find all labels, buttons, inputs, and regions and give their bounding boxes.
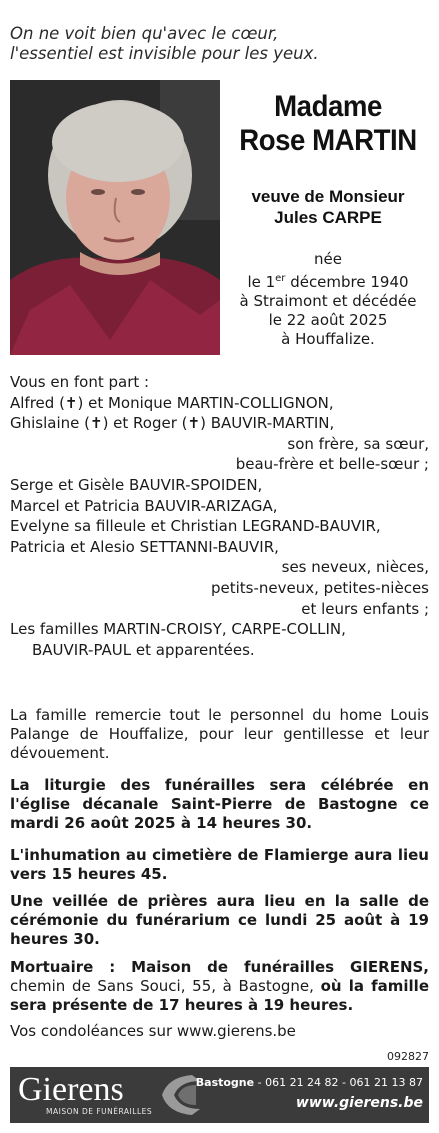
announcement-intro: Vous en font part : (10, 373, 150, 391)
family-announcement (10, 372, 429, 660)
families-line: BAUVIR-PAUL et apparentées. (32, 640, 255, 659)
funeral-home-logo: Gierens (18, 1071, 124, 1108)
deceased-fullname: Rose MARTIN (239, 124, 417, 157)
portrait-illustration (10, 80, 220, 355)
funeral-home-subtitle: MAISON DE FUNÉRAILLES (46, 1107, 153, 1116)
liturgy-paragraph: La liturgie des funérailles sera célébrée en l'église décanale Saint-Pierre de Bastogne ce mardi 26 août 2025 à 14 heures 30. (10, 776, 429, 832)
birth-day: le 1 (247, 273, 276, 291)
burial-paragraph: L'inhumation au cimetière de Flamierge aura lieu vers 15 heures 45. (10, 846, 429, 883)
sibling-line: Ghislaine (✝) et Roger (✝) BAUVIR-MARTIN, (10, 414, 335, 433)
reference-number: 092827 (387, 1050, 429, 1063)
nephew-line: Evelyne sa filleule et Christian LEGRAND-BAUVIR, (10, 517, 381, 536)
mortuary-paragraph (10, 958, 429, 1015)
birth-day-suffix: er (275, 273, 286, 284)
sibling-role-line: beau-frère et belle-sœur ; (235, 455, 429, 474)
mortuary-address: chemin de Sans Souci, 55, à Bastogne, (10, 977, 321, 995)
deceased-title: Madame (274, 90, 382, 123)
deceased-name (236, 90, 420, 158)
sibling-line: Alfred (✝) et Monique MARTIN-COLLIGNON, (10, 393, 334, 412)
birth-place: à Straimont et décédée (239, 292, 417, 310)
death-date: le 22 août 2025 (268, 311, 388, 329)
born-label: née (314, 250, 342, 268)
widow-of (228, 186, 428, 228)
birth-month-year: décembre 1940 (285, 273, 409, 291)
phone-numbers: - 061 21 24 82 - 061 21 13 87 (254, 1076, 423, 1089)
nephew-role-line: ses neveux, nièces, (281, 558, 429, 577)
funeral-home-banner (10, 1067, 429, 1123)
nephew-line: Patricia et Alesio SETTANNI-BAUVIR, (10, 537, 279, 556)
mortuary-label: Mortuaire : Maison de funérailles GIERENS, (10, 958, 429, 976)
widow-line-1: veuve de Monsieur (251, 187, 405, 206)
thanks-paragraph: La famille remercie tout le personnel du home Louis Palange de Houffalize, pour leur gentillesse et leur dévouement. (10, 706, 429, 762)
death-place: à Houffalize. (281, 330, 375, 348)
birth-death-info (228, 250, 428, 349)
birth-date (228, 269, 428, 292)
funeral-home-phones (196, 1076, 423, 1089)
portrait-photo (10, 80, 220, 355)
vigil-paragraph: Une veillée de prières aura lieu en la salle de cérémonie du funérarium ce lundi 25 août à 19 heures 30. (10, 892, 429, 948)
nephew-line: Serge et Gisèle BAUVIR-SPOIDEN, (10, 475, 263, 494)
funeral-home-city: Bastogne (195, 1076, 255, 1089)
mortuary-hours: où la famille sera présente de 17 heures à 19 heures. (10, 977, 429, 1014)
epigraph-quote (10, 24, 430, 64)
quote-line-2: l'essentiel est invisible pour les yeux. (10, 44, 319, 63)
condolences-line: Vos condoléances sur www.gierens.be (10, 1022, 296, 1040)
nephew-role-line: petits-neveux, petites-nièces (211, 578, 429, 597)
nephew-line: Marcel et Patricia BAUVIR-ARIZAGA, (10, 496, 278, 515)
families-line: Les familles MARTIN-CROISY, CARPE-COLLIN, (10, 620, 346, 639)
funeral-home-website[interactable]: www.gierens.be (295, 1095, 423, 1111)
widow-line-2: Jules CARPE (274, 208, 382, 227)
sibling-role-line: son frère, sa sœur, (287, 434, 429, 453)
nephew-role-line: et leurs enfants ; (301, 599, 429, 618)
quote-line-1: On ne voit bien qu'avec le cœur, (10, 24, 279, 43)
